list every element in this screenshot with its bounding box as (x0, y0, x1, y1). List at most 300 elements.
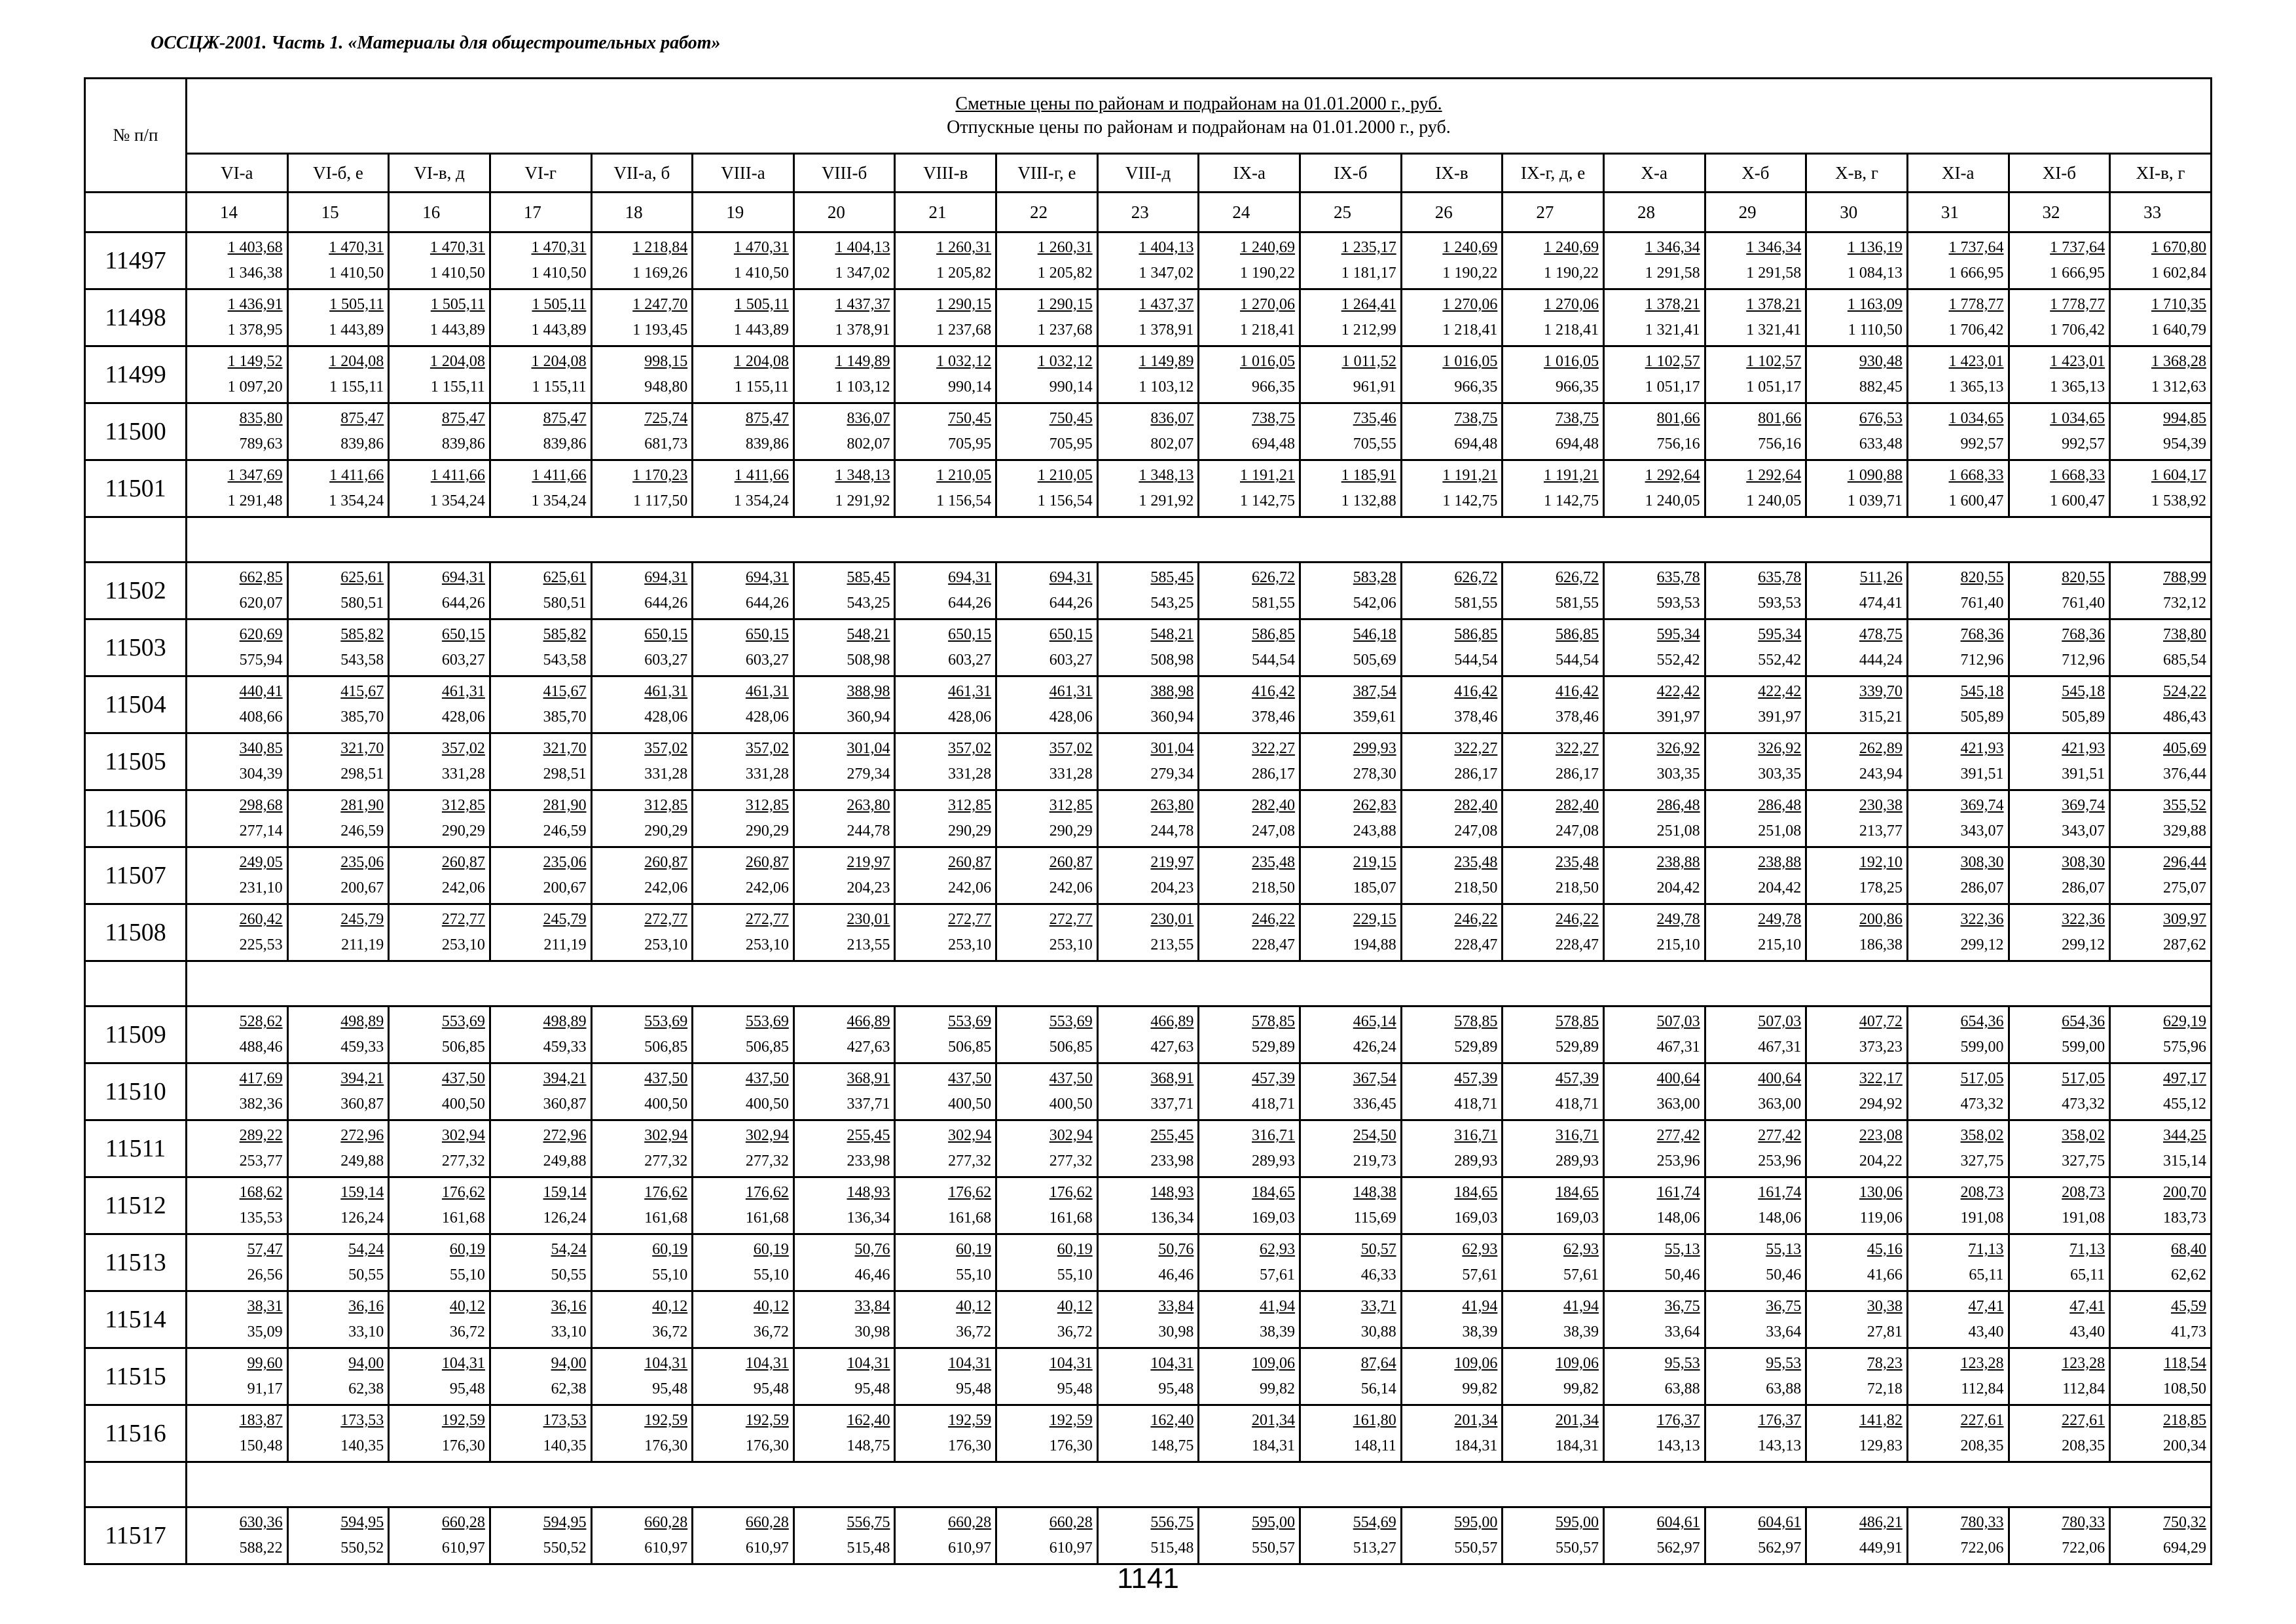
estimate-price: 235,06 (543, 854, 587, 871)
estimate-price: 301,04 (847, 740, 890, 757)
price-cell (793, 619, 895, 676)
estimate-price: 192,10 (1859, 854, 1903, 871)
estimate-price: 1 163,09 (1847, 296, 1903, 313)
estimate-price: 586,85 (1555, 626, 1599, 643)
price-cell (1401, 1348, 1503, 1405)
table-row (85, 1405, 2212, 1462)
price-cell (793, 232, 895, 289)
release-price: 161,68 (745, 1209, 789, 1227)
release-price: 148,75 (1150, 1437, 1194, 1454)
column-number: 19 (693, 193, 794, 232)
price-cell (1503, 232, 1604, 289)
release-price: 575,96 (2163, 1039, 2206, 1056)
price-cell (793, 676, 895, 733)
release-price: 43,40 (1968, 1323, 2004, 1340)
release-price: 1 117,50 (633, 492, 688, 509)
estimate-price: 227,61 (2062, 1412, 2105, 1429)
price-cell (287, 1120, 389, 1177)
estimate-price: 312,85 (441, 797, 485, 814)
estimate-price: 302,94 (1049, 1127, 1093, 1144)
release-price: 459,33 (340, 1039, 384, 1056)
estimate-price: 820,55 (2062, 569, 2105, 586)
column-number: 28 (1603, 193, 1705, 232)
release-price: 169,03 (1252, 1209, 1296, 1227)
estimate-price: 1 378,21 (1746, 296, 1802, 313)
release-price: 148,06 (1758, 1209, 1802, 1227)
price-cell (1300, 733, 1402, 790)
estimate-price: 554,69 (1353, 1514, 1396, 1531)
estimate-price: 161,80 (1353, 1412, 1396, 1429)
estimate-price: 36,75 (1766, 1298, 1802, 1315)
release-price: 1 132,88 (1341, 492, 1396, 509)
estimate-price: 223,08 (1859, 1127, 1903, 1144)
price-cell (1401, 1177, 1503, 1234)
separator-cell (85, 1462, 187, 1507)
release-price: 761,40 (1960, 595, 2004, 612)
release-price: 1 640,79 (2151, 322, 2206, 339)
estimate-price: 246,22 (1555, 911, 1599, 928)
release-price: 148,11 (1353, 1437, 1396, 1454)
column-header: IX-б (1300, 154, 1402, 193)
row-number: 11505 (85, 733, 187, 790)
price-cell (1503, 619, 1604, 676)
estimate-price: 553,69 (644, 1013, 688, 1030)
price-cell (1907, 460, 2009, 517)
price-cell (1401, 346, 1503, 403)
price-cell (389, 790, 490, 847)
price-cell (895, 676, 996, 733)
estimate-price: 553,69 (441, 1013, 485, 1030)
release-price: 95,48 (956, 1380, 992, 1397)
price-cell (895, 1234, 996, 1291)
price-cell (2009, 1120, 2110, 1177)
estimate-price: 312,85 (1049, 797, 1093, 814)
estimate-price: 95,53 (1766, 1355, 1802, 1372)
release-price: 376,44 (2163, 766, 2206, 783)
estimate-price: 78,23 (1867, 1355, 1903, 1372)
estimate-price: 286,48 (1758, 797, 1802, 814)
column-number-blank (85, 193, 187, 232)
price-cell (996, 1405, 1098, 1462)
release-price: 992,57 (1960, 435, 2004, 452)
price-cell (1705, 904, 1806, 961)
table-row (85, 1507, 2212, 1564)
price-cell (996, 563, 1098, 619)
estimate-price: 94,00 (348, 1355, 384, 1372)
release-price: 882,45 (1859, 378, 1903, 396)
release-price: 644,26 (1049, 595, 1093, 612)
estimate-price: 437,50 (644, 1070, 688, 1087)
price-cell (187, 403, 288, 460)
price-cell (389, 346, 490, 403)
estimate-price: 1 470,31 (733, 239, 789, 256)
row-number: 11513 (85, 1234, 187, 1291)
price-cell (895, 460, 996, 517)
estimate-price: 630,36 (239, 1514, 283, 1531)
price-cell (490, 1177, 591, 1234)
release-price: 249,88 (543, 1153, 587, 1170)
estimate-price: 87,64 (1360, 1355, 1396, 1372)
release-price: 95,48 (449, 1380, 485, 1397)
title-line-1: Сметные цены по районам и подрайонам на 01.01.2000 г., руб. (955, 94, 1442, 114)
price-cell (1199, 346, 1300, 403)
price-cell (793, 1234, 895, 1291)
estimate-price: 326,92 (1656, 740, 1700, 757)
release-price: 253,96 (1758, 1153, 1802, 1170)
estimate-price: 1 347,69 (227, 467, 283, 484)
estimate-price: 71,13 (2069, 1241, 2105, 1258)
price-cell (1503, 563, 1604, 619)
estimate-price: 662,85 (239, 569, 283, 586)
price-cell (2009, 460, 2110, 517)
row-number: 11501 (85, 460, 187, 517)
estimate-price: 1 016,05 (1240, 353, 1296, 370)
release-price: 57,61 (1563, 1266, 1599, 1283)
estimate-price: 1 016,05 (1442, 353, 1498, 370)
price-cell (1401, 403, 1503, 460)
price-cell (287, 563, 389, 619)
row-number: 11506 (85, 790, 187, 847)
release-price: 277,32 (948, 1153, 992, 1170)
table-row (85, 232, 2212, 289)
estimate-price: 173,53 (340, 1412, 384, 1429)
estimate-price: 176,62 (1049, 1184, 1093, 1201)
estimate-price: 400,64 (1758, 1070, 1802, 1087)
price-cell (389, 403, 490, 460)
release-price: 1 706,42 (2050, 322, 2105, 339)
estimate-price: 255,45 (1150, 1127, 1194, 1144)
price-cell (1907, 289, 2009, 346)
estimate-price: 594,95 (340, 1514, 384, 1531)
estimate-price: 1 505,11 (329, 296, 384, 313)
price-cell (1097, 676, 1199, 733)
release-price: 543,58 (340, 652, 384, 669)
release-price: 529,89 (1555, 1039, 1599, 1056)
estimate-price: 437,50 (745, 1070, 789, 1087)
release-price: 298,51 (543, 766, 587, 783)
estimate-price: 1 737,64 (1948, 239, 2004, 256)
price-cell (895, 1177, 996, 1234)
estimate-price: 99,60 (247, 1355, 283, 1372)
price-cell (693, 1291, 794, 1348)
estimate-price: 299,93 (1353, 740, 1396, 757)
release-price: 685,54 (2163, 652, 2206, 669)
price-cell (895, 733, 996, 790)
price-cell (2110, 1507, 2212, 1564)
price-cell (1199, 1063, 1300, 1120)
release-price: 33,64 (1766, 1323, 1802, 1340)
estimate-price: 322,27 (1252, 740, 1296, 757)
price-cell (996, 1348, 1098, 1405)
price-cell (1401, 619, 1503, 676)
release-price: 593,53 (1656, 595, 1700, 612)
price-cell (693, 403, 794, 460)
release-price: 62,62 (2171, 1266, 2206, 1283)
release-price: 1 110,50 (1848, 322, 1903, 339)
estimate-price: 694,31 (1049, 569, 1093, 586)
price-cell (1806, 790, 1908, 847)
estimate-price: 123,28 (2062, 1355, 2105, 1372)
price-cell (591, 676, 693, 733)
release-price: 1 291,92 (835, 492, 890, 509)
release-price: 603,27 (1049, 652, 1093, 669)
price-cell (490, 676, 591, 733)
estimate-price: 694,31 (441, 569, 485, 586)
price-cell (1806, 847, 1908, 904)
release-price: 36,72 (652, 1323, 688, 1340)
estimate-price: 836,07 (1150, 410, 1194, 427)
column-number: 14 (187, 193, 288, 232)
price-cell (1300, 1291, 1402, 1348)
price-cell (693, 790, 794, 847)
estimate-price: 184,65 (1454, 1184, 1498, 1201)
release-price: 26,56 (247, 1266, 283, 1283)
estimate-price: 238,88 (1656, 854, 1700, 871)
release-price: 298,51 (340, 766, 384, 783)
estimate-price: 400,64 (1656, 1070, 1700, 1087)
price-cell (693, 619, 794, 676)
estimate-price: 176,37 (1656, 1412, 1700, 1429)
price-cell (1603, 403, 1705, 460)
estimate-price: 192,59 (948, 1412, 992, 1429)
price-cell (591, 790, 693, 847)
price-cell (1199, 733, 1300, 790)
release-price: 515,48 (1150, 1540, 1194, 1557)
column-number: 23 (1097, 193, 1199, 232)
price-cell (996, 1291, 1098, 1348)
release-price: 204,22 (1859, 1153, 1903, 1170)
price-cell (1603, 1507, 1705, 1564)
price-cell (389, 733, 490, 790)
price-cell (1401, 1291, 1503, 1348)
estimate-price: 1 470,31 (531, 239, 587, 256)
estimate-price: 229,15 (1353, 911, 1396, 928)
price-cell (591, 1405, 693, 1462)
release-price: 91,17 (247, 1380, 283, 1397)
estimate-price: 192,59 (441, 1412, 485, 1429)
price-cell (2110, 1006, 2212, 1063)
price-cell (1907, 1006, 2009, 1063)
release-price: 1 190,22 (1543, 265, 1599, 282)
column-number: 27 (1503, 193, 1604, 232)
price-cell (1097, 1234, 1199, 1291)
estimate-price: 50,76 (854, 1241, 890, 1258)
release-price: 378,46 (1454, 709, 1498, 726)
row-number: 11508 (85, 904, 187, 961)
release-price: 1 156,54 (936, 492, 992, 509)
release-price: 552,42 (1656, 652, 1700, 669)
table-row (85, 733, 2212, 790)
release-price: 1 347,02 (835, 265, 890, 282)
price-cell (1199, 460, 1300, 517)
estimate-price: 437,50 (948, 1070, 992, 1087)
estimate-price: 357,02 (948, 740, 992, 757)
release-price: 603,27 (441, 652, 485, 669)
price-cell (2110, 790, 2212, 847)
release-price: 50,55 (551, 1266, 587, 1283)
release-price: 694,48 (1454, 435, 1498, 452)
estimate-price: 104,31 (1049, 1355, 1093, 1372)
release-price: 529,89 (1252, 1039, 1296, 1056)
release-price: 315,21 (1859, 709, 1903, 726)
estimate-price: 478,75 (1859, 626, 1903, 643)
release-price: 244,78 (1150, 822, 1194, 840)
estimate-price: 260,87 (441, 854, 485, 871)
release-price: 644,26 (948, 595, 992, 612)
estimate-price: 694,31 (948, 569, 992, 586)
estimate-price: 162,40 (1150, 1412, 1194, 1429)
release-price: 140,35 (543, 1437, 587, 1454)
row-number: 11514 (85, 1291, 187, 1348)
release-price: 304,39 (239, 766, 283, 783)
release-price: 331,28 (441, 766, 485, 783)
release-price: 244,78 (847, 822, 890, 840)
estimate-price: 260,87 (745, 854, 789, 871)
price-cell (490, 1348, 591, 1405)
estimate-price: 1 346,34 (1746, 239, 1802, 256)
estimate-price: 277,42 (1656, 1127, 1700, 1144)
estimate-price: 40,12 (449, 1298, 485, 1315)
price-cell (1806, 676, 1908, 733)
price-cell (1603, 289, 1705, 346)
estimate-price: 1 170,23 (632, 467, 688, 484)
estimate-price: 524,22 (2163, 683, 2206, 700)
estimate-price: 340,85 (239, 740, 283, 757)
title-line-2: Отпускные цены по районам и подрайонам на 01.01.2000 г., руб. (947, 117, 1451, 138)
estimate-price: 1 235,17 (1341, 239, 1396, 256)
column-header: X-а (1603, 154, 1705, 193)
release-price: 990,14 (948, 378, 992, 396)
release-price: 136,34 (847, 1209, 890, 1227)
release-price: 1 600,47 (1948, 492, 2004, 509)
release-price: 50,46 (1766, 1266, 1802, 1283)
price-cell (1300, 403, 1402, 460)
estimate-price: 192,59 (1049, 1412, 1093, 1429)
price-cell (1603, 676, 1705, 733)
estimate-price: 604,61 (1758, 1514, 1802, 1531)
column-number: 21 (895, 193, 996, 232)
column-number: 26 (1401, 193, 1503, 232)
price-cell (895, 232, 996, 289)
price-cell (287, 289, 389, 346)
estimate-price: 30,38 (1867, 1298, 1903, 1315)
release-price: 185,07 (1353, 879, 1396, 896)
price-cell (996, 346, 1098, 403)
estimate-price: 875,47 (543, 410, 587, 427)
estimate-price: 1 778,77 (1948, 296, 2004, 313)
column-number: 22 (996, 193, 1098, 232)
estimate-price: 586,85 (1454, 626, 1498, 643)
release-price: 705,55 (1353, 435, 1396, 452)
estimate-price: 548,21 (847, 626, 890, 643)
price-cell (389, 1234, 490, 1291)
price-cell (490, 563, 591, 619)
estimate-price: 466,89 (847, 1013, 890, 1030)
price-cell (793, 904, 895, 961)
estimate-price: 498,89 (340, 1013, 384, 1030)
release-price: 1 218,41 (1442, 322, 1498, 339)
column-header: VI-г (490, 154, 591, 193)
price-cell (591, 289, 693, 346)
price-cell (1300, 1177, 1402, 1234)
price-cell (2110, 1177, 2212, 1234)
release-price: 562,97 (1758, 1540, 1802, 1557)
release-price: 1 410,50 (429, 265, 485, 282)
estimate-price: 556,75 (847, 1514, 890, 1531)
price-cell (2110, 232, 2212, 289)
price-cell (1503, 676, 1604, 733)
price-cell (389, 1063, 490, 1120)
price-cell (1503, 460, 1604, 517)
release-price: 253,10 (745, 936, 789, 953)
price-cell (693, 1177, 794, 1234)
release-price: 200,67 (340, 879, 384, 896)
estimate-price: 660,28 (745, 1514, 789, 1531)
estimate-price: 676,53 (1859, 410, 1903, 427)
release-price: 426,24 (1353, 1039, 1396, 1056)
estimate-price: 417,69 (239, 1070, 283, 1087)
price-cell (591, 1234, 693, 1291)
release-price: 428,06 (948, 709, 992, 726)
price-cell (1300, 1348, 1402, 1405)
table-row (85, 1234, 2212, 1291)
release-price: 722,06 (1960, 1540, 2004, 1557)
price-cell (1401, 1063, 1503, 1120)
estimate-price: 578,85 (1454, 1013, 1498, 1030)
price-cell (793, 1177, 895, 1234)
release-price: 722,06 (2062, 1540, 2105, 1557)
estimate-price: 1 218,84 (632, 239, 688, 256)
release-price: 30,88 (1360, 1323, 1396, 1340)
column-header: VIII-в (895, 154, 996, 193)
release-price: 290,29 (948, 822, 992, 840)
estimate-price: 161,74 (1656, 1184, 1700, 1201)
price-cell (1603, 460, 1705, 517)
price-cell (1705, 733, 1806, 790)
separator-cell (187, 961, 2212, 1006)
row-number: 11498 (85, 289, 187, 346)
release-price: 1 443,89 (329, 322, 384, 339)
price-cell (187, 1507, 288, 1564)
release-price: 1 347,02 (1139, 265, 1194, 282)
price-cell (996, 232, 1098, 289)
price-cell (187, 1120, 288, 1177)
estimate-price: 369,74 (2062, 797, 2105, 814)
estimate-price: 282,40 (1454, 797, 1498, 814)
price-cell (1199, 904, 1300, 961)
release-price: 287,62 (2163, 936, 2206, 953)
release-price: 575,94 (239, 652, 283, 669)
estimate-price: 1 204,08 (329, 353, 384, 370)
price-cell (1603, 1177, 1705, 1234)
estimate-price: 322,36 (1960, 911, 2004, 928)
price-cell (2110, 1291, 2212, 1348)
price-cell (287, 790, 389, 847)
release-price: 331,28 (644, 766, 688, 783)
release-price: 428,06 (745, 709, 789, 726)
price-cell (2009, 904, 2110, 961)
price-cell (1806, 232, 1908, 289)
price-cell (1199, 790, 1300, 847)
price-cell (1401, 289, 1503, 346)
estimate-price: 272,96 (340, 1127, 384, 1144)
release-price: 459,33 (543, 1039, 587, 1056)
release-price: 562,97 (1656, 1540, 1700, 1557)
release-price: 55,10 (956, 1266, 992, 1283)
price-cell (1097, 460, 1199, 517)
estimate-price: 208,73 (2062, 1184, 2105, 1201)
price-cell (187, 1177, 288, 1234)
